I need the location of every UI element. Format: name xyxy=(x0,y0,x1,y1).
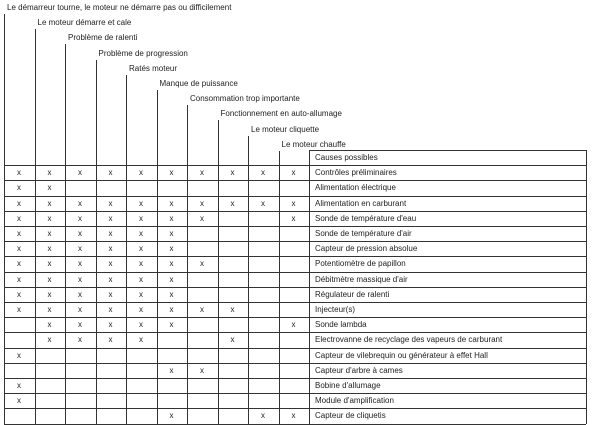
mark-x: x xyxy=(169,213,174,223)
mark-x: x xyxy=(108,289,113,299)
cause-label: Sonde de température d'air xyxy=(315,229,412,238)
mark-x: x xyxy=(139,229,143,238)
table-top-border xyxy=(309,150,586,151)
mark-x: x xyxy=(169,411,174,421)
mark-x: x xyxy=(17,259,21,269)
mark-x: x xyxy=(169,289,174,299)
mark-x: x xyxy=(17,396,21,406)
cause-label: Alimentation en carburant xyxy=(315,198,407,208)
cause-label: Capteur de cliquetis xyxy=(315,411,386,421)
mark-x: x xyxy=(261,198,265,208)
symptom-label: Fonctionnement en auto-allumage xyxy=(220,109,342,119)
mark-x: x xyxy=(47,183,52,193)
symptom-label: Le moteur démarre et cale xyxy=(37,18,132,28)
cause-label: Alimentation électrique xyxy=(315,183,396,193)
cause-label: Sonde lambda xyxy=(315,320,367,330)
mark-x: x xyxy=(291,213,296,223)
mark-x: x xyxy=(200,259,204,269)
cause-label: Contrôles préliminaires xyxy=(315,168,397,178)
mark-x: x xyxy=(230,335,235,345)
mark-x: x xyxy=(139,335,143,345)
mark-x: x xyxy=(17,289,21,299)
mark-x: x xyxy=(108,244,113,254)
mark-x: x xyxy=(47,168,52,178)
causes-header: Causes possibles xyxy=(315,153,378,162)
mark-x: x xyxy=(291,320,296,330)
mark-x: x xyxy=(78,168,82,178)
mark-x: x xyxy=(47,213,52,223)
mark-x: x xyxy=(200,305,204,314)
cause-label: Potentiomètre de papillon xyxy=(315,259,406,269)
mark-x: x xyxy=(78,259,82,269)
row-divider xyxy=(4,363,586,364)
cause-label: Bobine d'allumage xyxy=(315,381,381,390)
mark-x: x xyxy=(108,274,113,284)
mark-x: x xyxy=(78,289,82,299)
mark-x: x xyxy=(108,198,113,208)
mark-x: x xyxy=(230,305,235,314)
mark-x: x xyxy=(78,244,82,254)
cause-label: Capteur de vilebrequin ou générateur à effet Hall xyxy=(315,350,488,360)
mark-x: x xyxy=(139,320,143,330)
mark-x: x xyxy=(169,198,174,208)
cause-label: Injecteur(s) xyxy=(315,305,356,314)
row-divider xyxy=(4,180,586,181)
mark-x: x xyxy=(47,289,52,299)
mark-x: x xyxy=(291,198,296,208)
symptom-label: Ratés moteur xyxy=(129,63,178,73)
mark-x: x xyxy=(47,244,52,254)
mark-x: x xyxy=(291,168,296,178)
mark-x: x xyxy=(200,168,204,178)
mark-x: x xyxy=(139,274,143,284)
mark-x: x xyxy=(291,411,296,421)
mark-x: x xyxy=(17,168,21,178)
mark-x: x xyxy=(169,365,174,375)
mark-x: x xyxy=(139,259,143,269)
mark-x: x xyxy=(108,168,113,178)
mark-x: x xyxy=(47,305,52,314)
mark-x: x xyxy=(78,213,82,223)
mark-x: x xyxy=(169,168,174,178)
cause-label: Capteur d'arbre à cames xyxy=(315,365,403,375)
symptom-label: Consommation trop importante xyxy=(190,94,300,104)
mark-x: x xyxy=(169,305,174,314)
mark-x: x xyxy=(200,365,204,375)
mark-x: x xyxy=(17,183,21,193)
cause-label: Module d'amplification xyxy=(315,396,394,406)
mark-x: x xyxy=(108,305,113,314)
mark-x: x xyxy=(17,305,21,314)
symptom-label: Le moteur cliquette xyxy=(251,124,320,134)
mark-x: x xyxy=(108,229,113,238)
mark-x: x xyxy=(17,381,21,390)
mark-x: x xyxy=(47,229,52,238)
mark-x: x xyxy=(169,229,174,238)
mark-x: x xyxy=(169,320,174,330)
mark-x: x xyxy=(78,335,82,345)
row-divider xyxy=(4,378,586,379)
mark-x: x xyxy=(108,335,113,345)
symptom-label: Problème de ralenti xyxy=(68,33,138,43)
mark-x: x xyxy=(230,198,235,208)
mark-x: x xyxy=(169,274,174,284)
mark-x: x xyxy=(17,213,21,223)
row-divider xyxy=(4,424,586,425)
symptom-label: Problème de progression xyxy=(98,48,188,58)
cause-label: Capteur de pression absolue xyxy=(315,244,418,254)
mark-x: x xyxy=(78,229,82,238)
symptom-label: Le moteur chauffe xyxy=(281,139,346,149)
mark-x: x xyxy=(78,274,82,284)
mark-x: x xyxy=(17,274,21,284)
mark-x: x xyxy=(108,213,113,223)
cause-label: Régulateur de ralenti xyxy=(315,289,390,299)
table-right-border xyxy=(586,150,587,424)
mark-x: x xyxy=(169,259,174,269)
mark-x: x xyxy=(78,320,82,330)
mark-x: x xyxy=(261,411,265,421)
mark-x: x xyxy=(200,198,204,208)
mark-x: x xyxy=(108,320,113,330)
mark-x: x xyxy=(17,229,21,238)
symptom-label: Le démarreur tourne, le moteur ne démarre pas ou difficilement xyxy=(7,3,232,12)
mark-x: x xyxy=(78,305,82,314)
row-divider xyxy=(4,348,586,349)
mark-x: x xyxy=(47,198,52,208)
mark-x: x xyxy=(139,305,143,314)
cause-label: Débitmètre massique d'air xyxy=(315,274,408,284)
mark-x: x xyxy=(78,198,82,208)
mark-x: x xyxy=(200,213,204,223)
mark-x: x xyxy=(17,350,21,360)
mark-x: x xyxy=(47,335,52,345)
mark-x: x xyxy=(139,168,143,178)
mark-x: x xyxy=(261,168,265,178)
cause-label: Electrovanne de recyclage des vapeurs de carburant xyxy=(315,335,503,345)
mark-x: x xyxy=(47,274,52,284)
row-divider xyxy=(4,393,586,394)
cause-label: Sonde de température d'eau xyxy=(315,213,417,223)
mark-x: x xyxy=(47,259,52,269)
symptom-label: Manque de puissance xyxy=(159,79,238,88)
mark-x: x xyxy=(169,244,174,254)
mark-x: x xyxy=(139,289,143,299)
mark-x: x xyxy=(17,198,21,208)
mark-x: x xyxy=(17,244,21,254)
mark-x: x xyxy=(108,259,113,269)
mark-x: x xyxy=(230,168,235,178)
mark-x: x xyxy=(47,320,52,330)
mark-x: x xyxy=(139,244,143,254)
mark-x: x xyxy=(139,198,143,208)
mark-x: x xyxy=(139,213,143,223)
